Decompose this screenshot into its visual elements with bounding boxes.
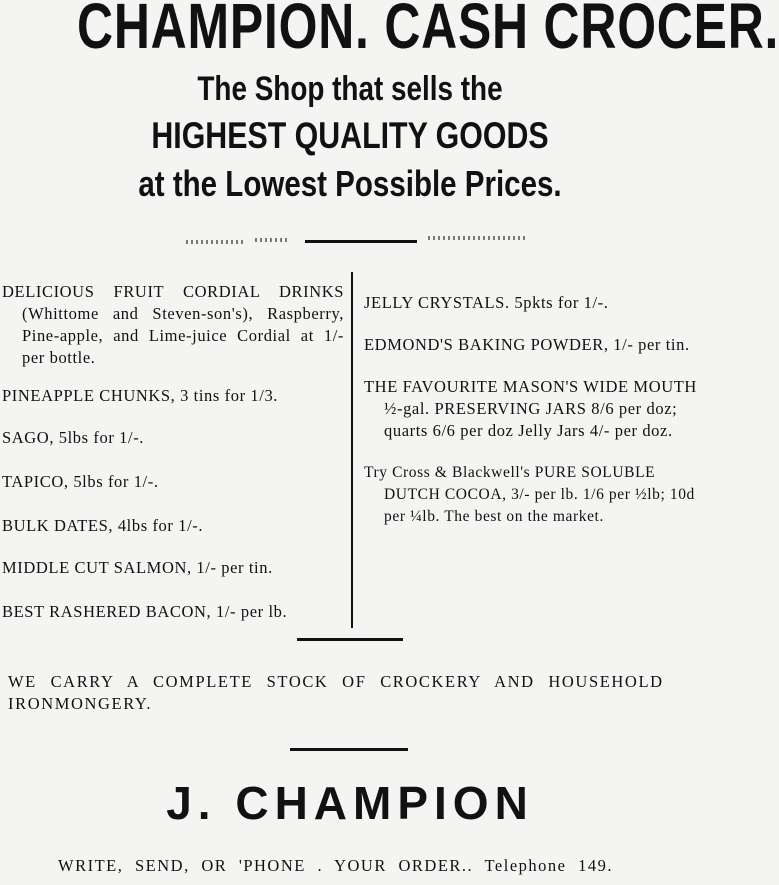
list-item: MIDDLE CUT SALMON, 1/- per tin. (2, 558, 273, 577)
decorative-smudge (428, 236, 528, 240)
masthead-title: CHAMPION. CASH CROCER. (77, 0, 779, 62)
stock-notice: WE CARRY A COMPLETE STOCK OF CROCKERY AND HOUSEHOLD IRONMONGERY. (8, 672, 664, 713)
list-item: THE FAVOURITE MASON'S WIDE MOUTH ½-gal. PRESERVING JARS 8/6 per doz; quarts 6/6 per doz Jelly Jars 4/- per doz. (364, 377, 697, 440)
left-column (2, 281, 344, 623)
decorative-smudge (186, 240, 246, 244)
tagline-line-1: The Shop that sells the (197, 70, 503, 108)
list-item: BEST RASHERED BACON, 1/- per lb. (2, 602, 288, 621)
column-divider (351, 272, 353, 628)
list-item: TAPICO, 5lbs for 1/-. (2, 472, 159, 491)
tagline-line-3: at the Lowest Possible Prices. (138, 163, 562, 204)
list-item: SAGO, 5lbs for 1/-. (2, 428, 145, 447)
list-item: Try Cross & Blackwell's PURE SOLUBLE DUTCH COCOA, 3/- per lb. 1/6 per ½lb; 10d per ¼lb. The best on the market. (364, 464, 695, 525)
list-item: EDMOND'S BAKING POWDER, 1/- per tin. (364, 335, 690, 354)
right-column (364, 292, 704, 528)
decorative-smudge (255, 238, 290, 242)
tagline-line-2: HIGHEST QUALITY GOODS (151, 115, 549, 156)
list-item: JELLY CRYSTALS. 5pkts for 1/-. (364, 293, 609, 312)
section-divider (290, 748, 408, 751)
list-item: PINEAPPLE CHUNKS, 3 tins for 1/3. (2, 386, 279, 405)
list-item: BULK DATES, 4lbs for 1/-. (2, 516, 204, 535)
list-item: DELICIOUS FRUIT CORDIAL DRINKS (Whittome and Steven-son's), Raspberry, Pine-apple, and Lime-juice Cordial at 1/- per bottle. (2, 282, 344, 367)
order-line: WRITE, SEND, OR 'PHONE . YOUR ORDER.. Telephone 149. (58, 856, 613, 875)
proprietor-name: J. CHAMPION (166, 777, 534, 829)
section-divider (305, 240, 417, 243)
section-divider (297, 638, 403, 641)
